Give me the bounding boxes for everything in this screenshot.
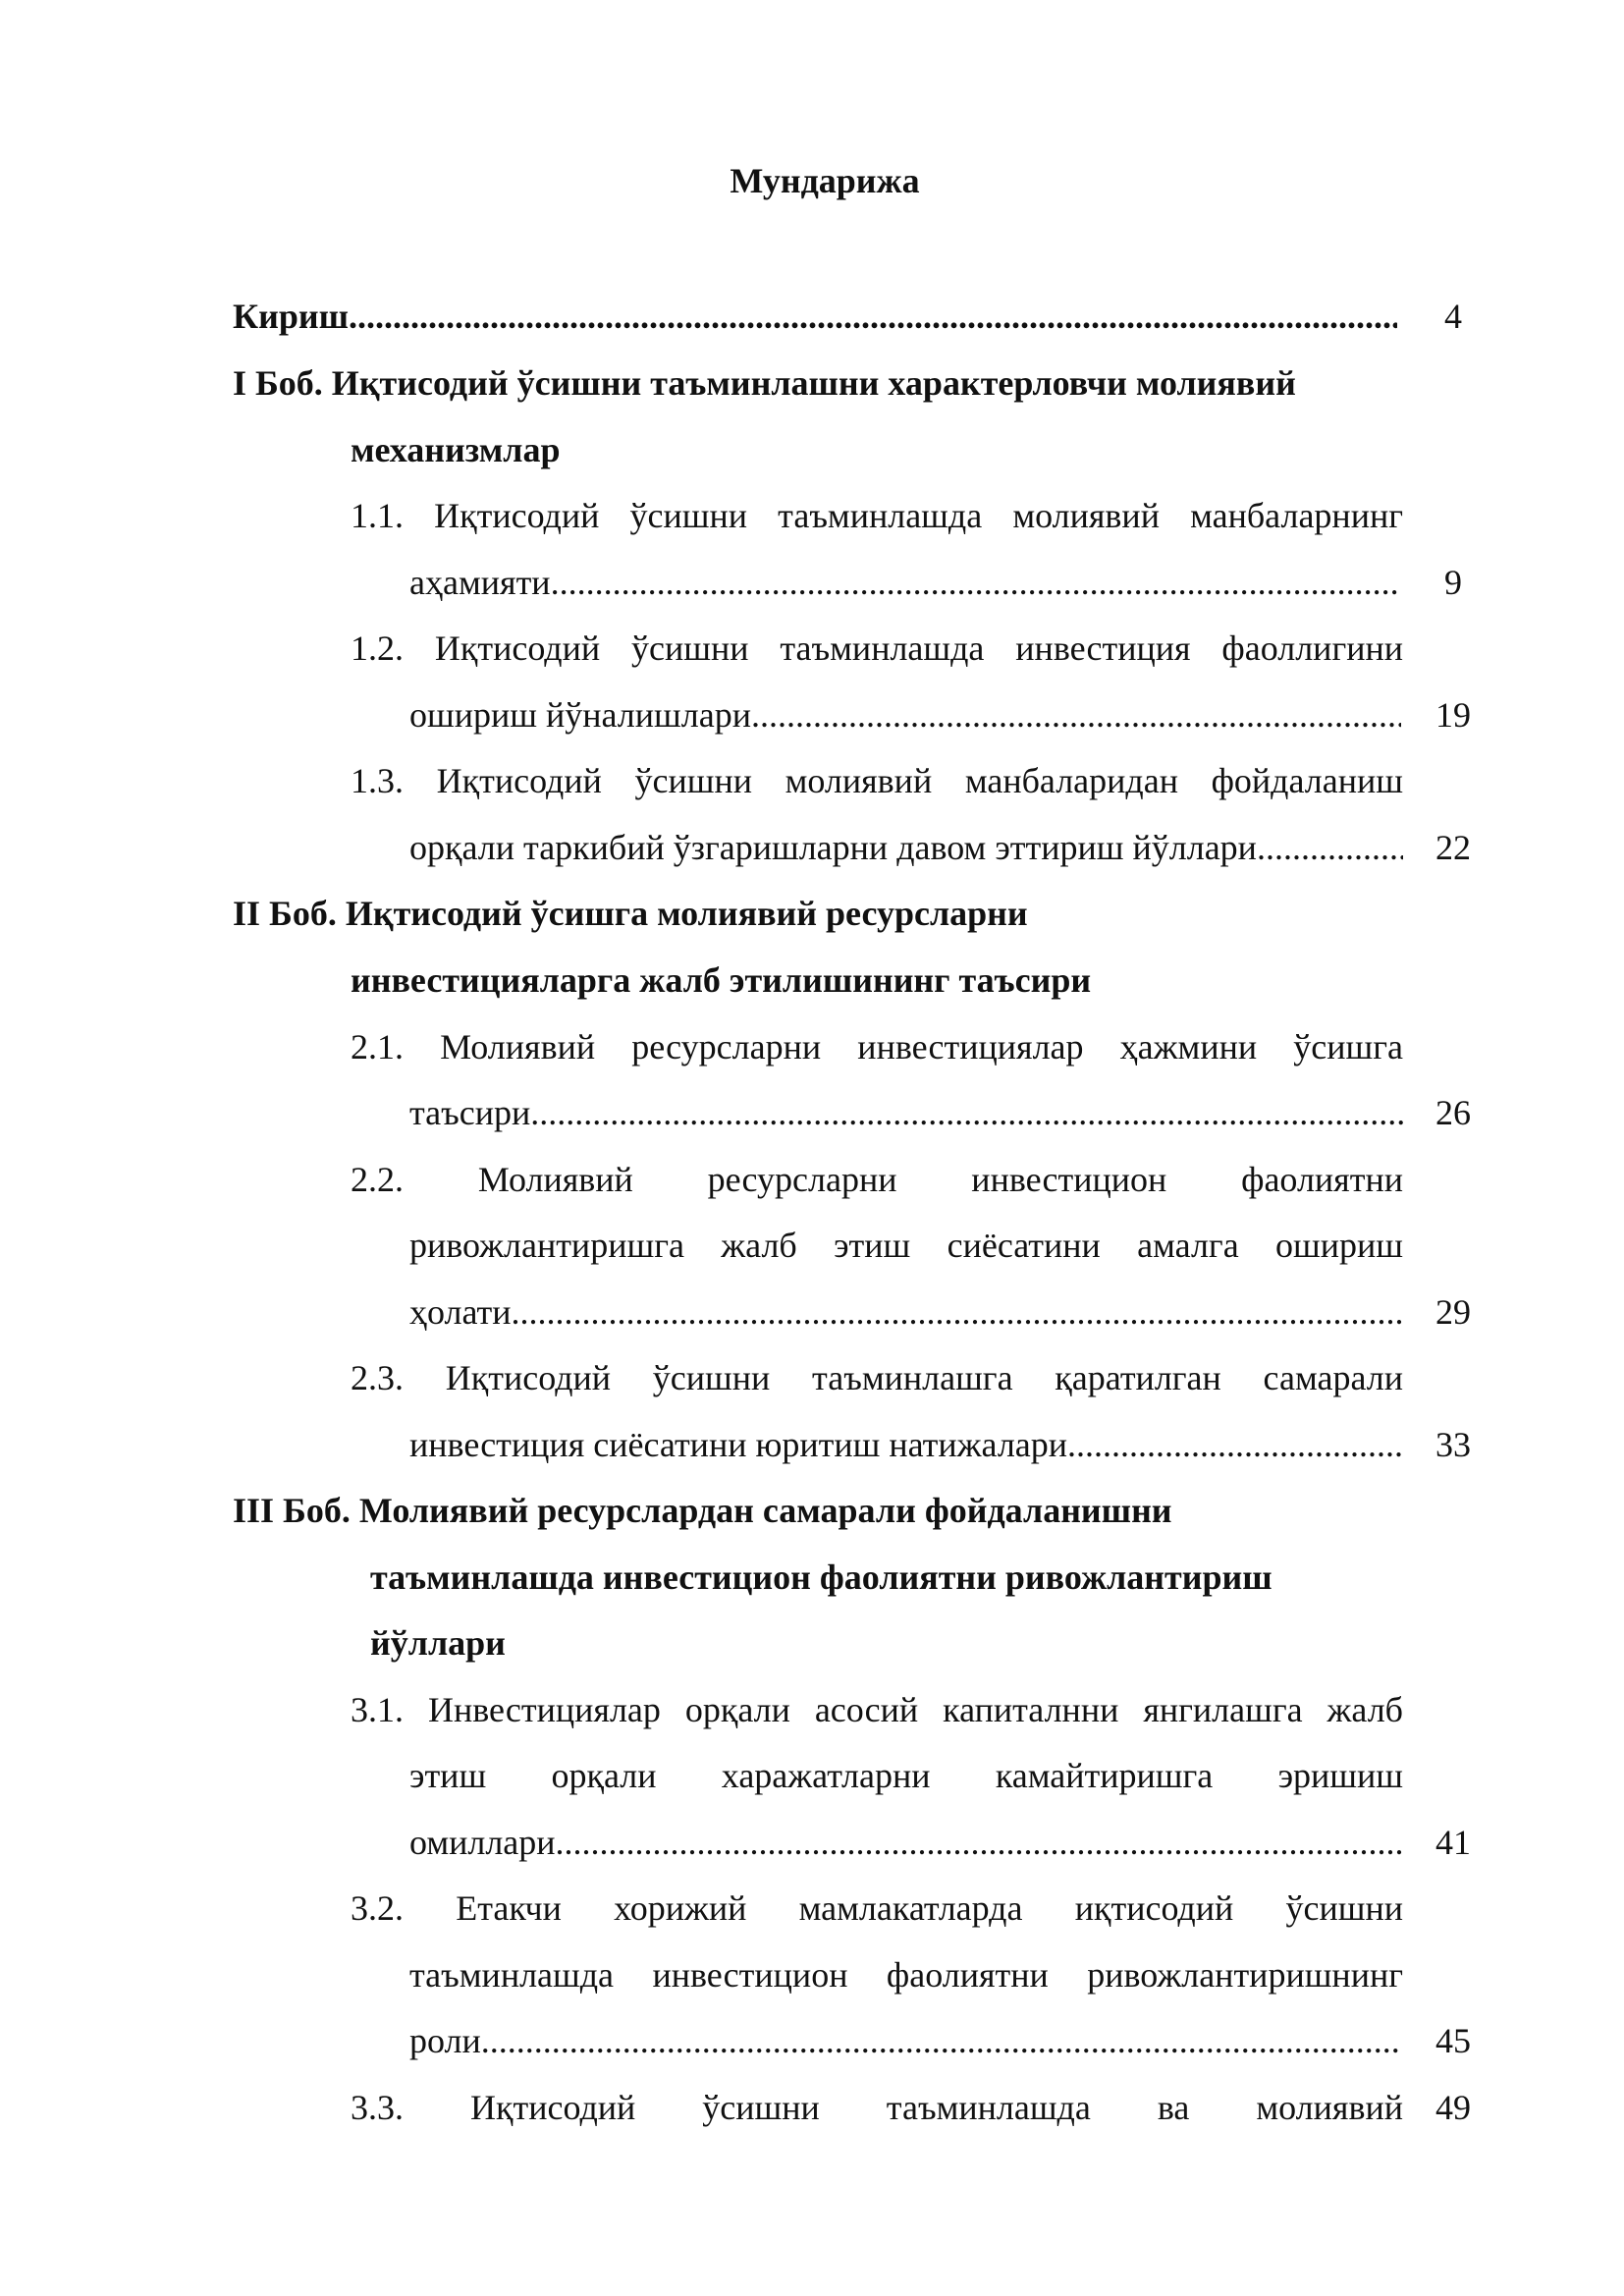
toc-entry-1-3-cont: орқали таркибий ўзгаришларни давом эттириш йўллари ..... bbox=[409, 822, 1403, 873]
page-number: 4 bbox=[1444, 297, 1462, 336]
chapter-2-heading-cont: инвестицияларга жалб этилишининг таъсири bbox=[351, 960, 1092, 1000]
page-number: 41 bbox=[1435, 1823, 1471, 1862]
page-number: 49 bbox=[1435, 2088, 1471, 2127]
toc-entry-intro bbox=[233, 291, 1397, 342]
page-number: 29 bbox=[1435, 1292, 1471, 1332]
toc-entry-label: Кириш bbox=[233, 297, 350, 336]
toc-entry-3-2-cont: таъминлашда инвестицион фаолиятни ривожлантиришнинг bbox=[409, 1955, 1403, 1995]
toc-entry-3-2: 3.2. Етакчи хорижий мамлакатларда иқтисодий ўсишни bbox=[351, 1888, 1403, 1928]
toc-entry-3-1: 3.1. Инвестициялар орқали асосий капиталнни янгилашга жалб bbox=[351, 1690, 1403, 1729]
toc-entry-1-2-cont: ошириш йўналишлари ..... bbox=[409, 689, 1401, 740]
chapter-3-heading-cont: таъминлашда инвестицион фаолиятни ривожлантириш bbox=[370, 1558, 1272, 1597]
toc-entry-2-2-cont: ривожлантиришга жалб этиш сиёсатини амалга ошириш bbox=[409, 1226, 1403, 1265]
chapter-3-heading: ІІІ Боб. Молиявий ресурслардан самарали фойдаланишни bbox=[233, 1491, 1172, 1530]
toc-entry-2-1-cont: таъсири ..... bbox=[409, 1087, 1403, 1138]
toc-entry-3-1-cont2: омиллари ..... bbox=[409, 1817, 1403, 1868]
toc-entry-1-2: 1.2. Иқтисодий ўсишни таъминлашда инвестиция фаоллигини bbox=[351, 629, 1403, 668]
chapter-1-heading-cont: механизмлар bbox=[351, 430, 561, 469]
page-number: 33 bbox=[1435, 1425, 1471, 1464]
chapter-1-heading: І Боб. Иқтисодий ўсишни таъминлашни характерловчи молиявий bbox=[233, 363, 1296, 403]
toc-entry-3-2-cont2: роли ..... bbox=[409, 2015, 1399, 2066]
toc-entry-1-3: 1.3. Иқтисодий ўсишни молиявий манбаларидан фойдаланиш bbox=[351, 761, 1403, 800]
dot-leader bbox=[349, 291, 1397, 342]
dot-leader bbox=[1067, 1419, 1403, 1470]
dot-leader bbox=[556, 1817, 1403, 1868]
toc-entry-1-1-cont: аҳамияти ..... bbox=[409, 557, 1397, 608]
chapter-2-heading: ІІ Боб. Иқтисодий ўсишга молиявий ресурсларни bbox=[233, 894, 1028, 933]
dot-leader bbox=[481, 2015, 1399, 2066]
toc-entry-2-3-cont: инвестиция сиёсатини юритиш натижалари ..... bbox=[409, 1419, 1403, 1470]
toc-entry-2-2: 2.2. Молиявий ресурсларни инвестицион фаолиятни bbox=[351, 1160, 1403, 1199]
page-number: 45 bbox=[1435, 2021, 1471, 2060]
toc-entry-2-3: 2.3. Иқтисодий ўсишни таъминлашга қаратилган самарали bbox=[351, 1358, 1403, 1397]
page-number: 22 bbox=[1435, 828, 1471, 867]
chapter-3-heading-cont2: йўллари bbox=[370, 1623, 506, 1663]
dot-leader bbox=[751, 689, 1401, 740]
toc-entry-2-1: 2.1. Молиявий ресурсларни инвестициялар ҳажмини ўсишга bbox=[351, 1027, 1403, 1066]
page-title: Мундарижа bbox=[730, 161, 920, 200]
dot-leader bbox=[1257, 822, 1403, 873]
page-number: 26 bbox=[1435, 1093, 1471, 1132]
toc-entry-2-2-cont2: ҳолати ..... bbox=[409, 1286, 1403, 1338]
page-number: 19 bbox=[1435, 695, 1471, 735]
toc-entry-3-1-cont: этиш орқали харажатларни камайтиришга эришиш bbox=[409, 1756, 1403, 1795]
toc-entry-1-1: 1.1. Иқтисодий ўсишни таъминлашда молиявий манбаларнинг bbox=[351, 496, 1403, 535]
page-number: 9 bbox=[1444, 563, 1462, 602]
dot-leader bbox=[530, 1087, 1403, 1138]
dot-leader bbox=[512, 1286, 1403, 1338]
dot-leader bbox=[551, 557, 1397, 608]
toc-entry-3-3: 3.3. Иқтисодий ўсишни таъминлашда ва молиявий bbox=[351, 2088, 1403, 2127]
